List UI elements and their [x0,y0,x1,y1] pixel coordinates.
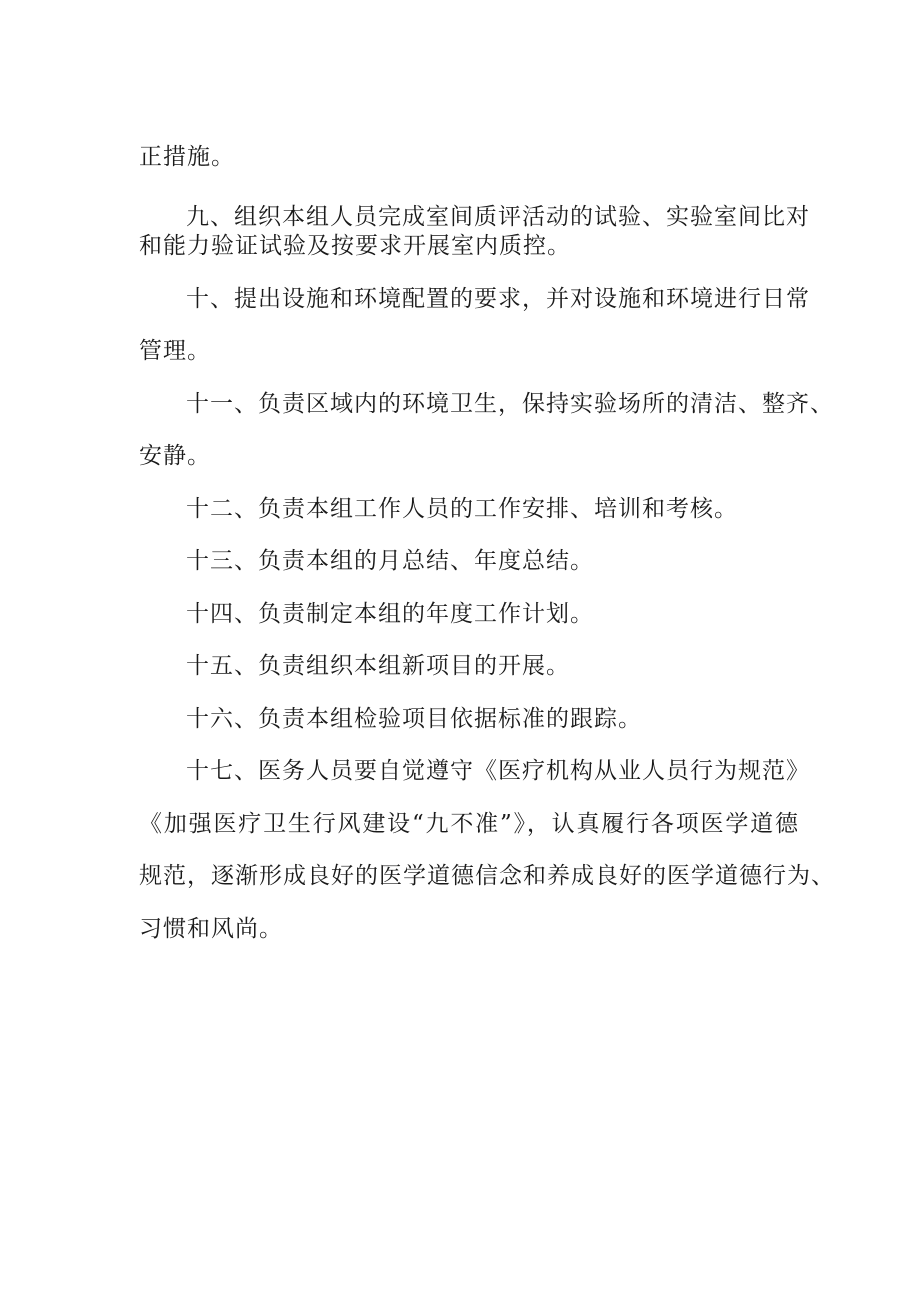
paragraph-9-line-2: 和能力验证试验及按要求开展室内质控。 [139,233,571,259]
paragraph-12: 十二、负责本组工作人员的工作安排、培训和考核。 [186,496,738,522]
paragraph-17-line-1: 十七、医务人员要自觉遵守《医疗机构从业人员行为规范》 [186,758,810,784]
paragraph-16: 十六、负责本组检验项目依据标准的跟踪。 [186,706,642,732]
paragraph-11-line-2: 安静。 [139,443,211,469]
paragraph-17-line-4: 习惯和风尚。 [139,916,283,942]
paragraph-10-line-1: 十、提出设施和环境配置的要求，并对设施和环境进行日常 [186,286,810,312]
paragraph-10-line-2: 管理。 [139,338,211,364]
paragraph-11-line-1: 十一、负责区域内的环境卫生，保持实验场所的清洁、整齐、 [186,391,834,417]
paragraph-14: 十四、负责制定本组的年度工作计划。 [186,601,594,627]
paragraph-9-line-1: 九、组织本组人员完成室间质评活动的试验、实验室间比对 [186,204,810,230]
paragraph-13: 十三、负责本组的月总结、年度总结。 [186,548,594,574]
paragraph-15: 十五、负责组织本组新项目的开展。 [186,653,570,679]
paragraph-8-line-2: 正措施。 [139,144,235,170]
paragraph-17-line-2: 《加强医疗卫生行风建设“九不准”》，认真履行各项医学道德 [139,811,799,837]
paragraph-17-line-3: 规范，逐渐形成良好的医学道德信念和养成良好的医学道德行为、 [139,863,835,889]
